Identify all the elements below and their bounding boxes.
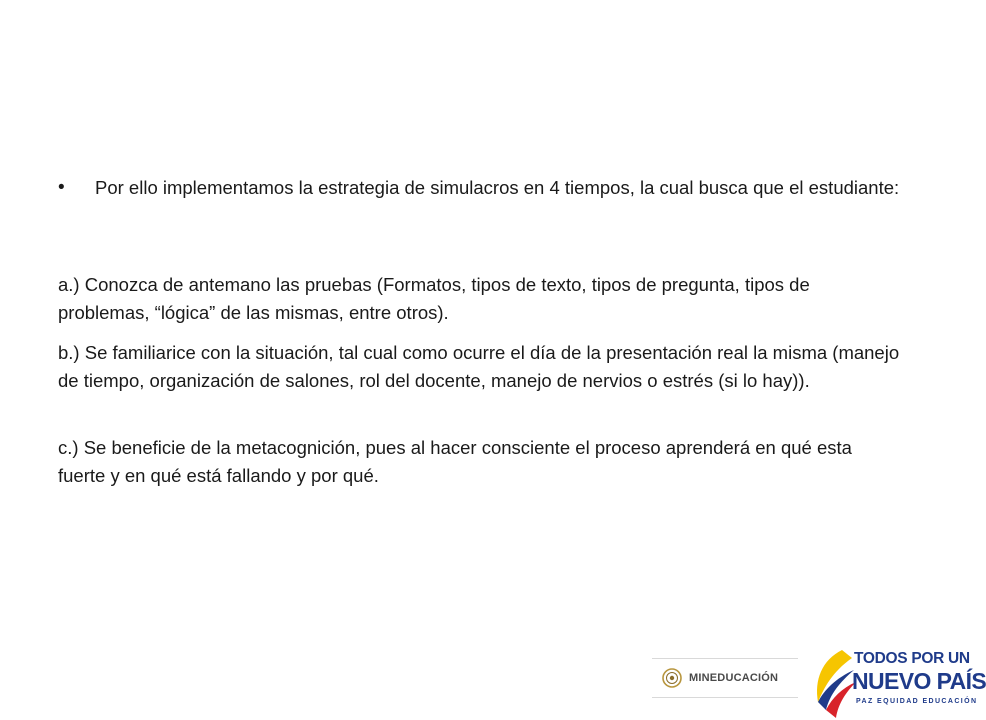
item-b-text: b.) Se familiarice con la situación, tal cual como ocurre el día de la presentación real la misma (manejo de tiempo, organización de salones, rol del docente, manejo de nervios o estrés (si lo hay)). [58,342,900,391]
bullet-dot-icon: • [58,177,65,198]
colombia-seal-icon [662,668,682,688]
bullet-item [58,174,904,202]
slogan-line2: NUEVO PAÍS [852,668,986,694]
item-c-text: c.) Se beneficie de la metacognición, pues al hacer consciente el proceso aprenderá en qué esta fuerte y en qué está fallando y por qué. [58,437,852,486]
slogan-line3: PAZ EQUIDAD EDUCACIÓN [856,698,978,705]
bullet-text: Por ello implementamos la estrategia de simulacros en 4 tiempos, la cual busca que el estudiante: [95,177,900,198]
slogan-line1: TODOS POR UN [854,650,970,667]
todos-por-un-nuevo-pais-logo [808,644,986,720]
item-a-text: a.) Conozca de antemano las pruebas (Formatos, tipos de texto, tipos de pregunta, tipos de problemas, “lógica” de las mismas, entre otros). [58,274,810,323]
mineducacion-logo [652,658,798,698]
mineducacion-label: MINEDUCACIÓN [689,672,779,684]
